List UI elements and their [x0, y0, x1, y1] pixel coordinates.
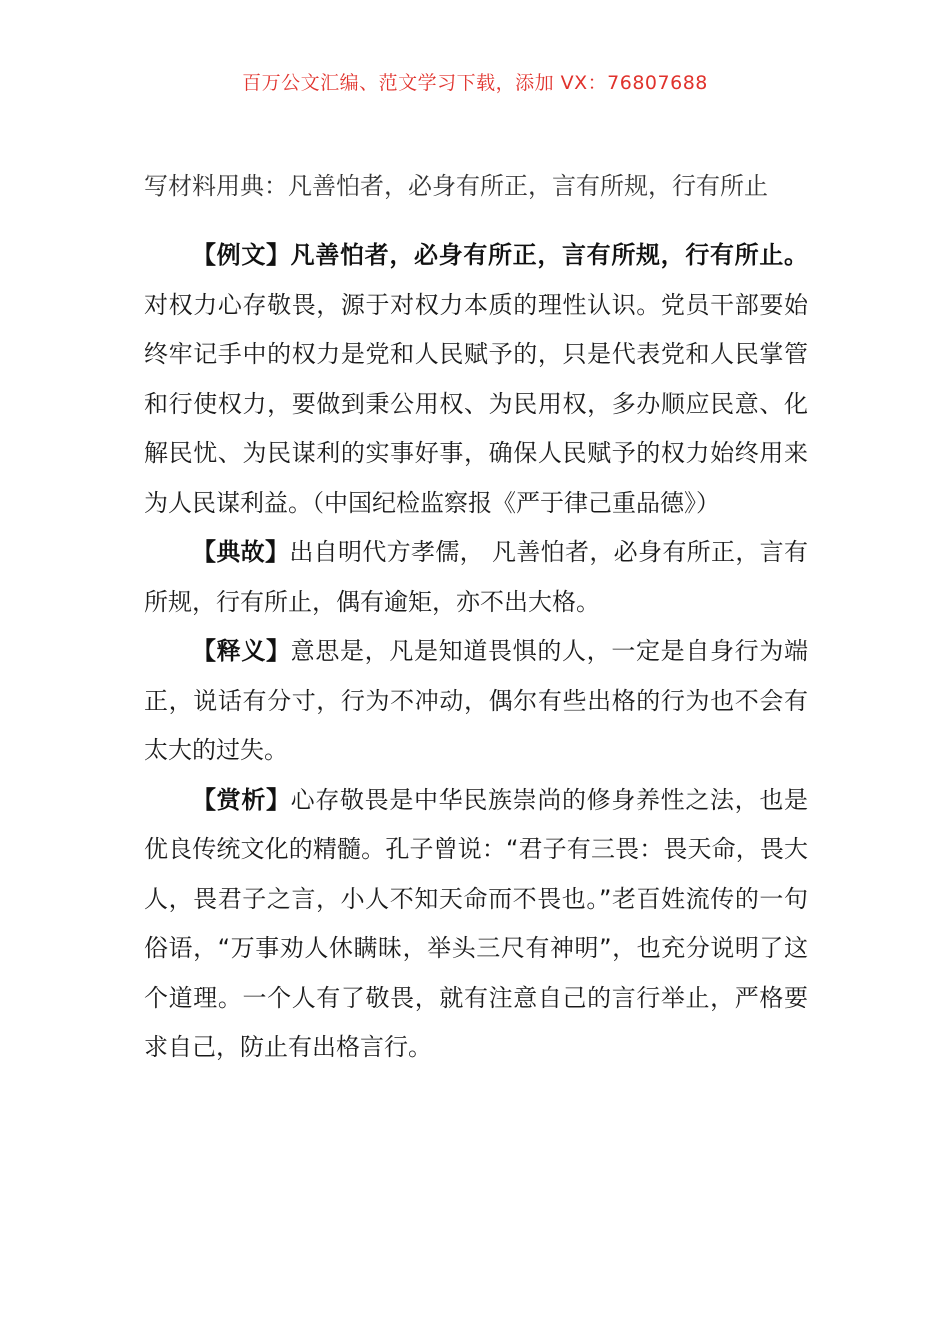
origin-body: 出自明代方孝儒， 凡善怕者，必身有所正，言有所规，行有所止，偶有逾矩，亦不出大格。 [144, 538, 808, 616]
appreciation-body: 心存敬畏是中华民族崇尚的修身养性之法，也是优良传统文化的精髓。孔子曾说：“君子有三畏：畏天命，畏大人，畏君子之言，小人不知天命而不畏也。”老百姓流传的一句俗语，“万事劝人休瞒昧，举头三尺有神明”，也充分说明了这个道理。一个人有了敬畏，就有注意自己的言行举止，严格要求自己，防止有出格言行。 [144, 785, 809, 1061]
meaning-body: 意思是，凡是知道畏惧的人，一定是自身行为端正，说话有分寸，行为不冲动，偶尔有些出格的行为也不会有太大的过失。 [144, 637, 809, 764]
paragraph-meaning [144, 627, 808, 776]
paragraph-example [144, 231, 808, 528]
document-title: 写材料用典：凡善怕者，必身有所正，言有所规，行有所止 [144, 172, 768, 200]
origin-label: 【典故】 [192, 538, 290, 566]
paragraph-appreciation [144, 776, 808, 1073]
document-body [144, 162, 808, 1073]
example-body: 对权力心存敬畏，源于对权力本质的理性认识。党员干部要始终牢记手中的权力是党和人民赋予的，只是代表党和人民掌管和行使权力，要做到秉公用权、为民用权，多办顺应民意、化解民忧、为民谋利的实事好事，确保人民赋予的权力始终用来为人民谋利益。（中国纪检监察报《严于律己重品德》） [144, 290, 808, 517]
example-bold-quote: 凡善怕者，必身有所正，言有所规，行有所止。 [290, 241, 809, 269]
example-label: 【例文】 [192, 241, 291, 269]
appreciation-label: 【赏析】 [192, 785, 291, 814]
meaning-label: 【释义】 [192, 637, 291, 665]
paragraph-origin [144, 528, 808, 627]
header-watermark-note: 百万公文汇编、范文学习下载，添加 VX：76807688 [242, 72, 708, 94]
